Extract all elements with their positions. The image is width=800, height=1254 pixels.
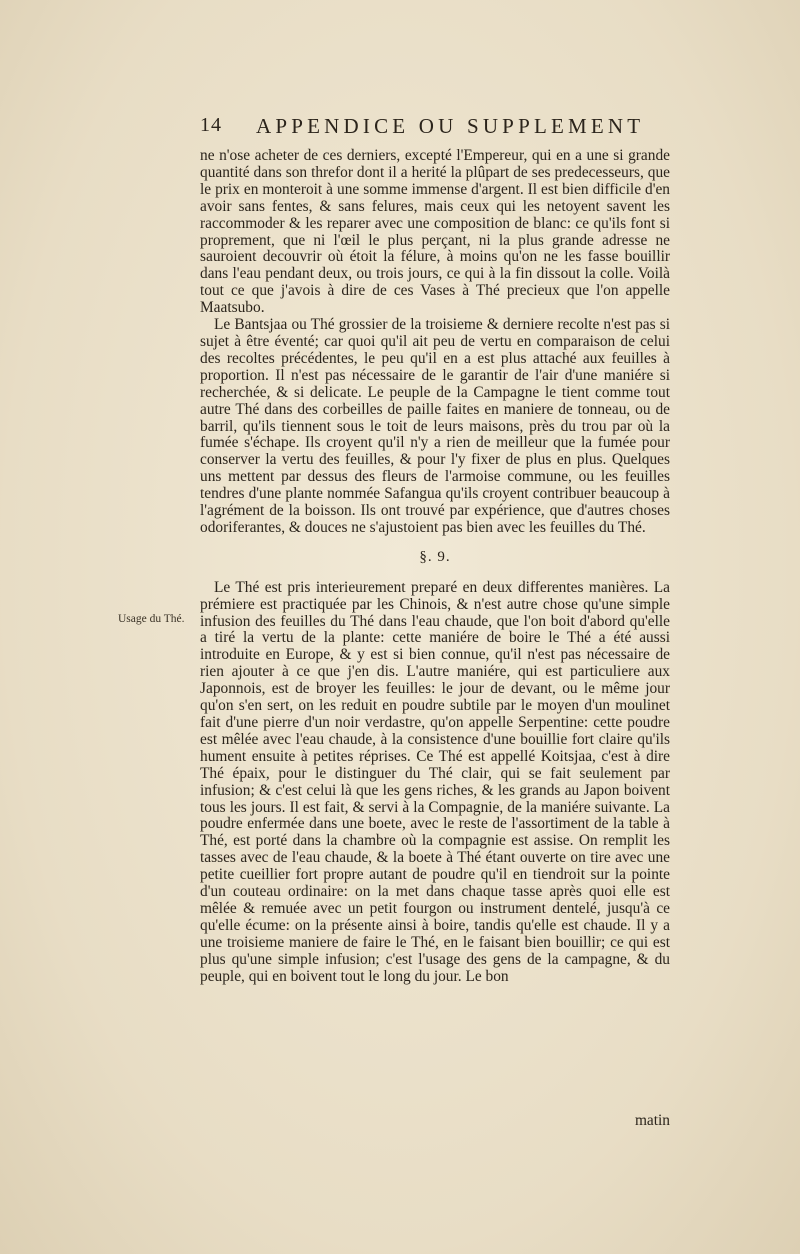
margin-note: Usage du Thé. [118,613,185,625]
section-number: §. 9. [419,548,451,565]
catchword: matin [634,1112,670,1129]
page-header [200,114,670,144]
paragraph: Le Thé est pris interieurement preparé en deux differentes manières. La prémiere est practiquée par les Chinois, & n'est autre chose qu'une simple infusion des feuilles du Thé dans l'eau chaude, que l'on boit d'abord qu'elle a tiré la vertu de la plante: cette maniére de boire le Thé a été aussi introduite en Europe, & y est si bien connue, qu'il n'est pas nécessaire de rien ajouter à ce que j'en dis. L'autre maniére, qui est particuliere aux Japonnois, est de broyer les feuilles: le jour de devant, ou le même jour qu'on s'en sert, on les reduit en poudre subtile par le moyen d'un moulinet fait d'une pierre d'un noir verdastre, qu'on appelle Serpentine: cette poudre est mêlée avec l'eau chaude, à la consistence d'une bouillie fort claire qu'ils hument ensuite à petites réprises. Ce Thé est appellé Koitsjaa, c'est à dire Thé épaix, pour le distinguer du Thé clair, qui se fait seulement par infusion; & c'est celui là que les gens riches, & les grands au Japon boivent tous les jours. Il est fait, & servi à la Compagnie, de la maniére suivante. La poudre enfermée dans une boete, avec le reste de l'assortiment de la table à Thé, est porté dans la chambre où la compagnie est assise. On remplit les tasses avec de l'eau chaude, & la boete à Thé étant ouverte on tire avec une petite cueillier fort propre autant de poudre qu'il en tiendroit sur la pointe d'un couteau ordinaire: on la met dans chaque tasse après quoi elle est mêlée & remuée avec un petit fourgon ou instrument dentelé, jusqu'à ce qu'elle écume: on la présente ainsi à boire, tandis qu'elle est chaude. Il y a une troisieme maniere de faire le Thé, en le faisant bien bouillir; ce qui est plus qu'une simple infusion; c'est l'usage des gens de la campagne, & du peuple, qui en boivent tout le long du jour. Le bon [200,578,670,985]
paragraph: ne n'ose acheter de ces derniers, excepté l'Empereur, qui en a une si grande quantité dans son threfor dont il a herité la plûpart de ses predecesseurs, que le prix en monteroit à une somme immense d'argent. Il est bien difficile d'en avoir sans fentes, & sans felures, mais ceux qui les netoyent savent les raccommoder & les reparer avec une composition de blanc: ce qu'ils font si proprement, que ni l'œil le plus perçant, ni la plus grande adresse ne sauroient decouvrir où étoit la félure, à moins qu'on ne les fasse bouillir dans l'eau pendant deux, ou trois jours, ce qui à la fin dissout la colle. Voilà tout ce que j'avois à dire de ces Vases à Thé precieux que l'on appelle Maatsubo. [200,147,670,317]
body-text [200,148,670,986]
paragraph: Le Bantsjaa ou Thé grossier de la troisieme & derniere recolte n'est pas si sujet à être éventé; car quoi qu'il ait peu de vertu en comparaison de celui des recoltes précédentes, le peu qu'il en a est plus attaché aux feuilles à proportion. Il n'est pas nécessaire de le garantir de l'air d'une maniére si recherchée, & si delicate. Le peuple de la Campagne le tient comme tout autre Thé dans des corbeilles de paille faites en maniere de tonneau, ou de barril, qu'ils tiennent sous le toit de leurs maisons, près du trou par où la fumée s'échape. Ils croyent qu'il n'y a rien de meilleur que la fumée pour conserver la vertu des feuilles, & pour l'y fixer de plus en plus. Quelques uns mettent par dessus des fleurs de l'armoise commune, ou les feuilles tendres d'une plante nommée Safangua qu'ils croyent contribuer beaucoup à l'agrément de la boisson. Ils ont trouvé par expérience, que d'autres choses odoriferantes, & douces ne s'ajustoient pas bien avec les feuilles du Thé. [200,316,670,536]
page-number: 14 [200,114,222,136]
running-head: APPENDICE OU SUPPLEMENT [256,114,645,138]
